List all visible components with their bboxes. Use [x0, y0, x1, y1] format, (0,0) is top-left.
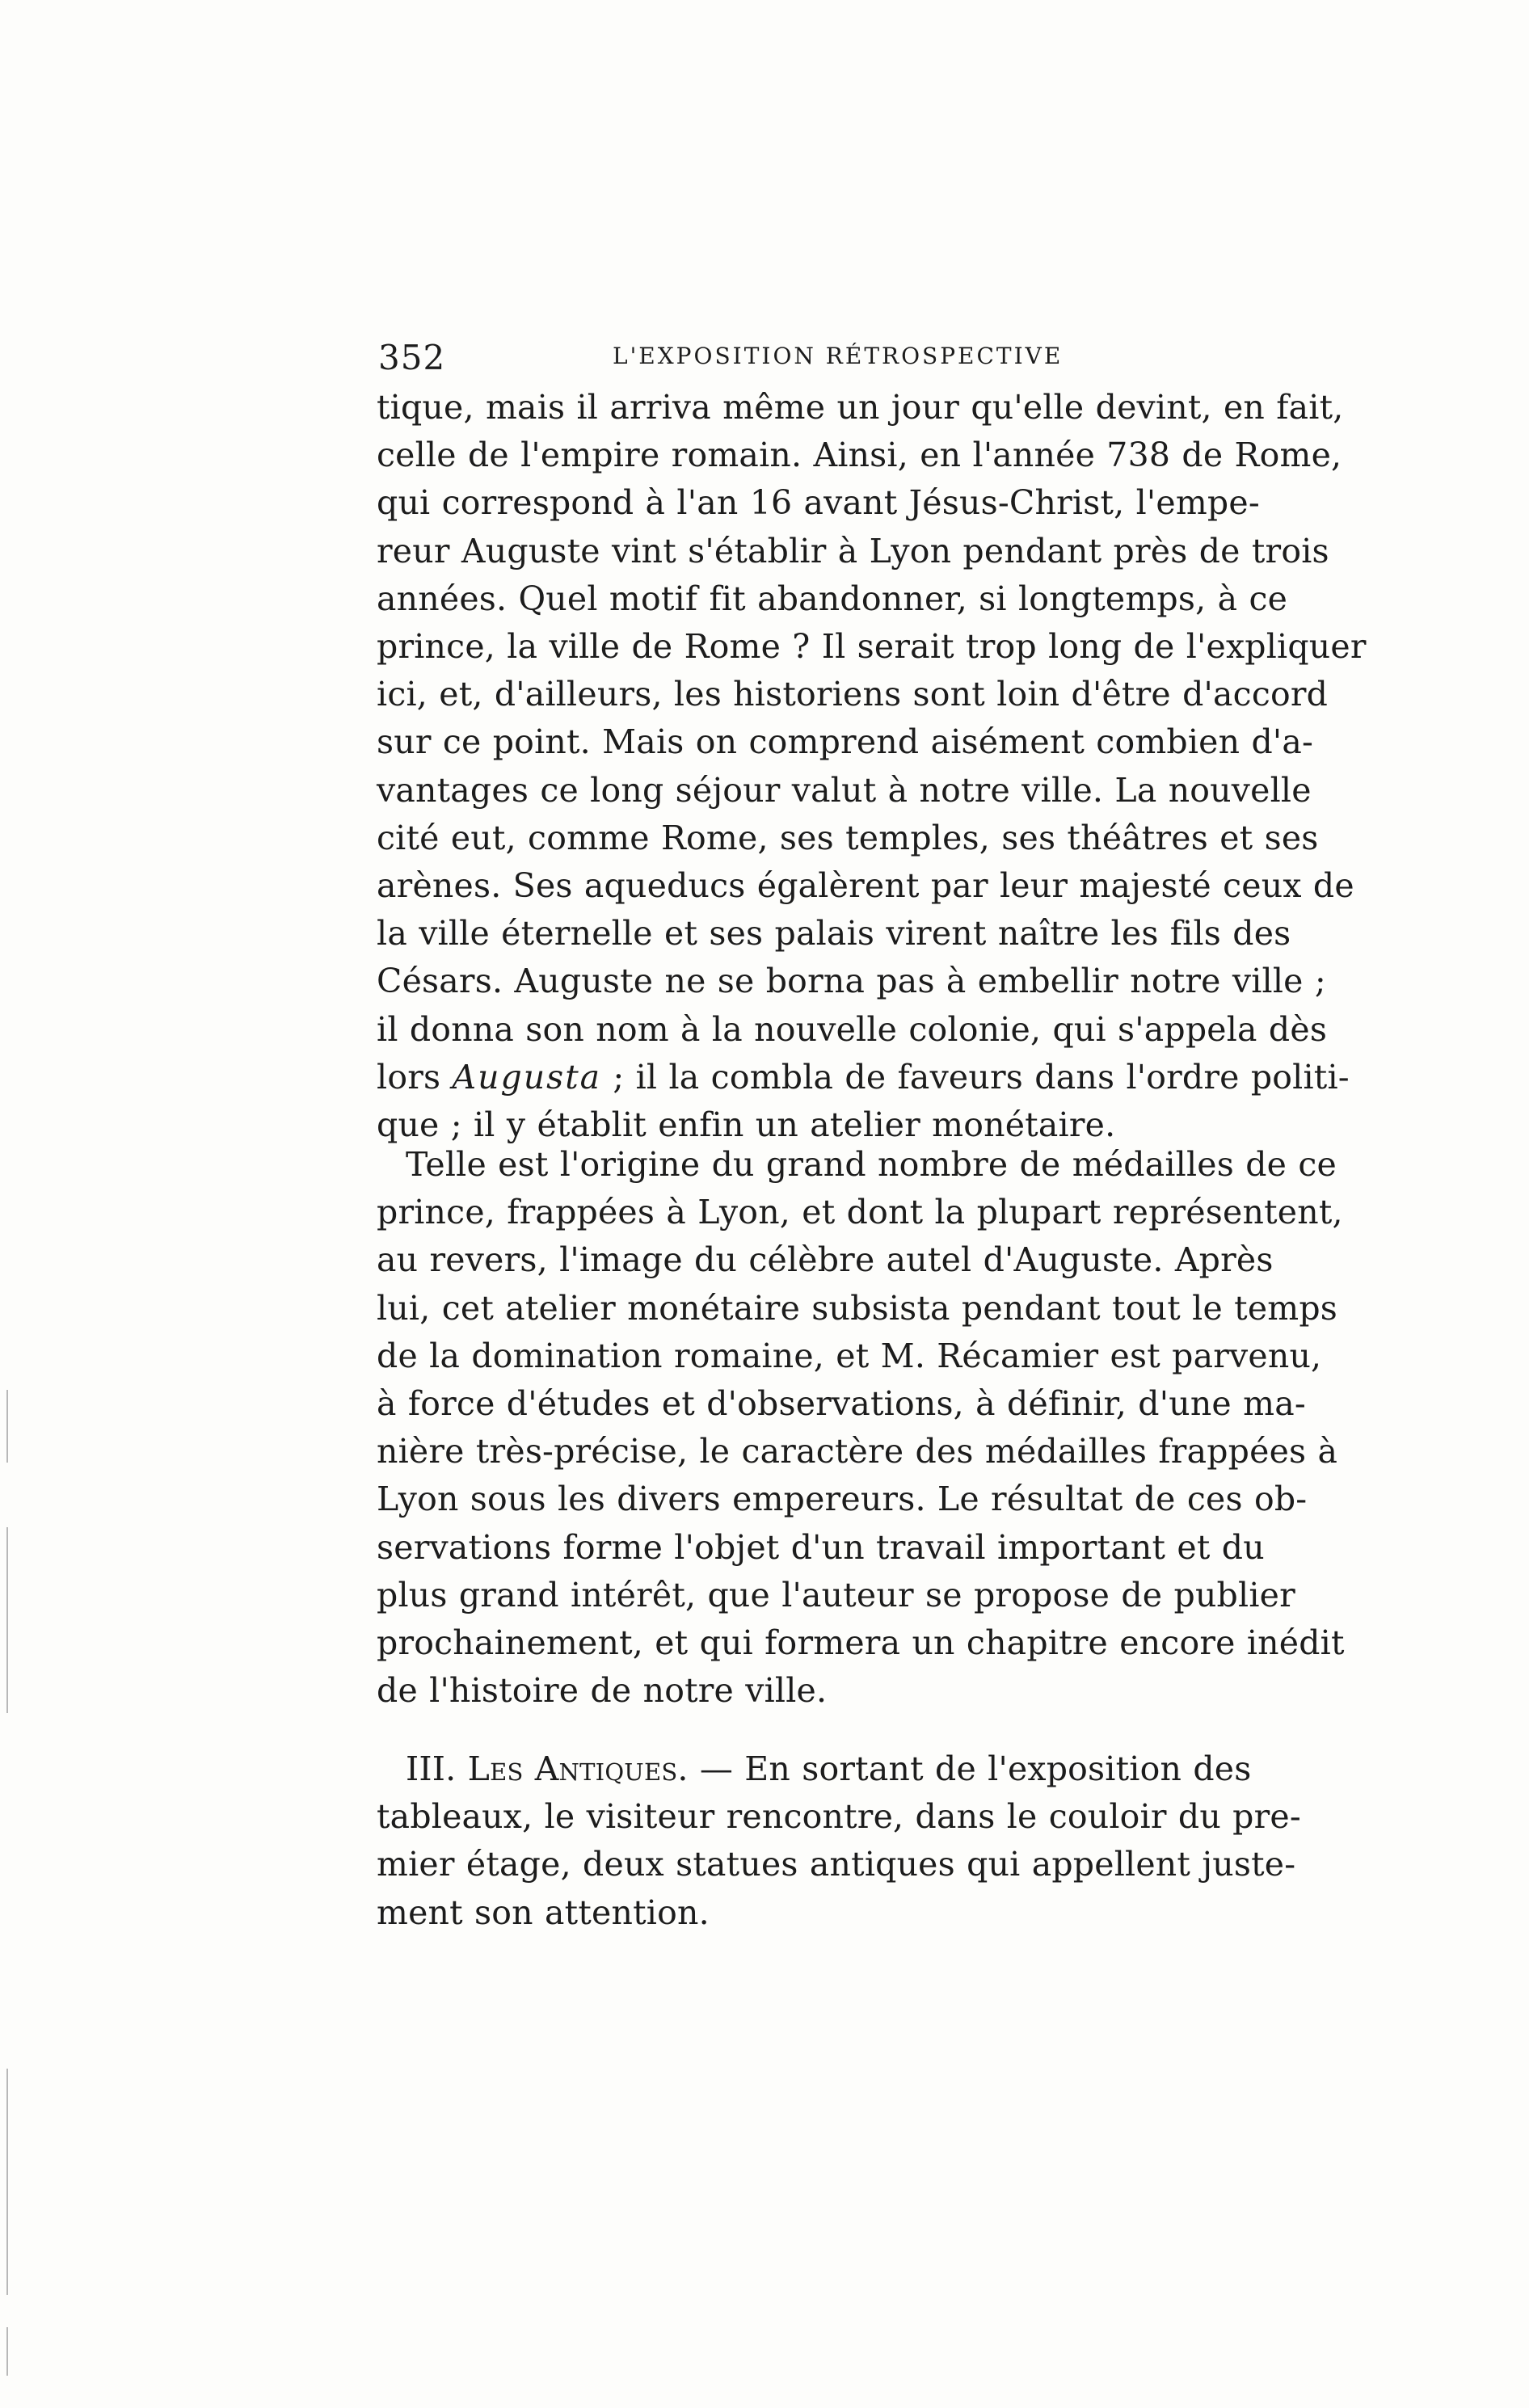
- text-line: Telle est l'origine du grand nombre de médailles de ce: [406, 1145, 1337, 1184]
- text-line: tique, mais il arriva même un jour qu'elle devint, en fait,: [377, 388, 1344, 427]
- text-line: plus grand intérêt, que l'auteur se propose de publier: [377, 1575, 1295, 1614]
- text-line-with-italic: [377, 1054, 1350, 1101]
- text-line: Césars. Auguste ne se borna pas à embellir notre ville ;: [377, 962, 1326, 1001]
- text-line: que ; il y établit enfin un atelier monétaire.: [377, 1105, 1116, 1145]
- text-line: nière très-précise, le caractère des médailles frappées à: [377, 1432, 1338, 1471]
- text-line: cité eut, comme Rome, ses temples, ses théâtres et ses: [377, 818, 1319, 857]
- page-number: 352: [378, 338, 446, 377]
- scan-edge-mark: [6, 2327, 8, 2376]
- paragraph-3: [377, 1745, 1301, 1937]
- scan-edge-mark: [6, 2069, 8, 2295]
- text-line: prochainement, et qui formera un chapitre encore inédit: [377, 1623, 1345, 1663]
- text-line: ici, et, d'ailleurs, les historiens sont loin d'être d'accord: [377, 675, 1329, 714]
- scan-edge-mark: [6, 1527, 8, 1713]
- section-heading-line: [377, 1745, 1252, 1793]
- text-line: de l'histoire de notre ville.: [377, 1671, 828, 1711]
- text-line: années. Quel motif fit abandonner, si longtemps, à ce: [377, 579, 1288, 618]
- text-line: ment son attention.: [377, 1892, 710, 1932]
- text-line: celle de l'empire romain. Ainsi, en l'année 738 de Rome,: [377, 436, 1342, 475]
- text-line: prince, frappées à Lyon, et dont la plupart représentent,: [377, 1193, 1343, 1232]
- text-line: de la domination romaine, et M. Récamier est parvenu,: [377, 1336, 1322, 1375]
- text-line: tableaux, le visiteur rencontre, dans le couloir du pre-: [377, 1797, 1301, 1837]
- page-header: [378, 338, 1235, 386]
- text-line: il donna son nom à la nouvelle colonie, qui s'appela dès: [377, 1009, 1328, 1049]
- text-line: prince, la ville de Rome ? Il serait trop long de l'expliquer: [377, 627, 1367, 667]
- text-line: vantages ce long séjour valut à notre ville. La nouvelle: [377, 770, 1312, 810]
- text-line: arènes. Ses aqueducs égalèrent par leur majesté ceux de: [377, 866, 1354, 906]
- section-number: III.: [406, 1749, 457, 1788]
- text-line: Lyon sous les divers empereurs. Le résultat de ces ob-: [377, 1480, 1308, 1519]
- running-title: L'EXPOSITION RÉTROSPECTIVE: [613, 343, 1064, 369]
- text-line: la ville éternelle et ses palais virent naître les fils des: [377, 914, 1291, 954]
- text-line: sur ce point. Mais on comprend aisément combien d'a-: [377, 722, 1314, 762]
- text-line: reur Auguste vint s'établir à Lyon pendant près de trois: [377, 531, 1329, 570]
- section-title: Les Antiques.: [467, 1749, 689, 1788]
- line-rest: — En sortant de l'exposition des: [699, 1749, 1252, 1788]
- text-line: mier étage, deux statues antiques qui appellent juste-: [377, 1845, 1296, 1884]
- italic-word: Augusta: [452, 1057, 602, 1097]
- text-line: qui correspond à l'an 16 avant Jésus-Christ, l'empe-: [377, 483, 1260, 523]
- text-line: au revers, l'image du célèbre autel d'Auguste. Après: [377, 1240, 1274, 1280]
- paragraph-2: [377, 1141, 1345, 1715]
- line-suffix: ; il la combla de faveurs dans l'ordre politi-: [613, 1057, 1350, 1097]
- text-line: à force d'études et d'observations, à définir, d'une ma-: [377, 1384, 1306, 1424]
- text-line: servations forme l'objet d'un travail important et du: [377, 1527, 1265, 1567]
- scan-edge-mark: [6, 1390, 8, 1463]
- paragraph-1: [377, 384, 1367, 1149]
- text-line: lui, cet atelier monétaire subsista pendant tout le temps: [377, 1288, 1338, 1328]
- line-prefix: lors: [377, 1057, 441, 1097]
